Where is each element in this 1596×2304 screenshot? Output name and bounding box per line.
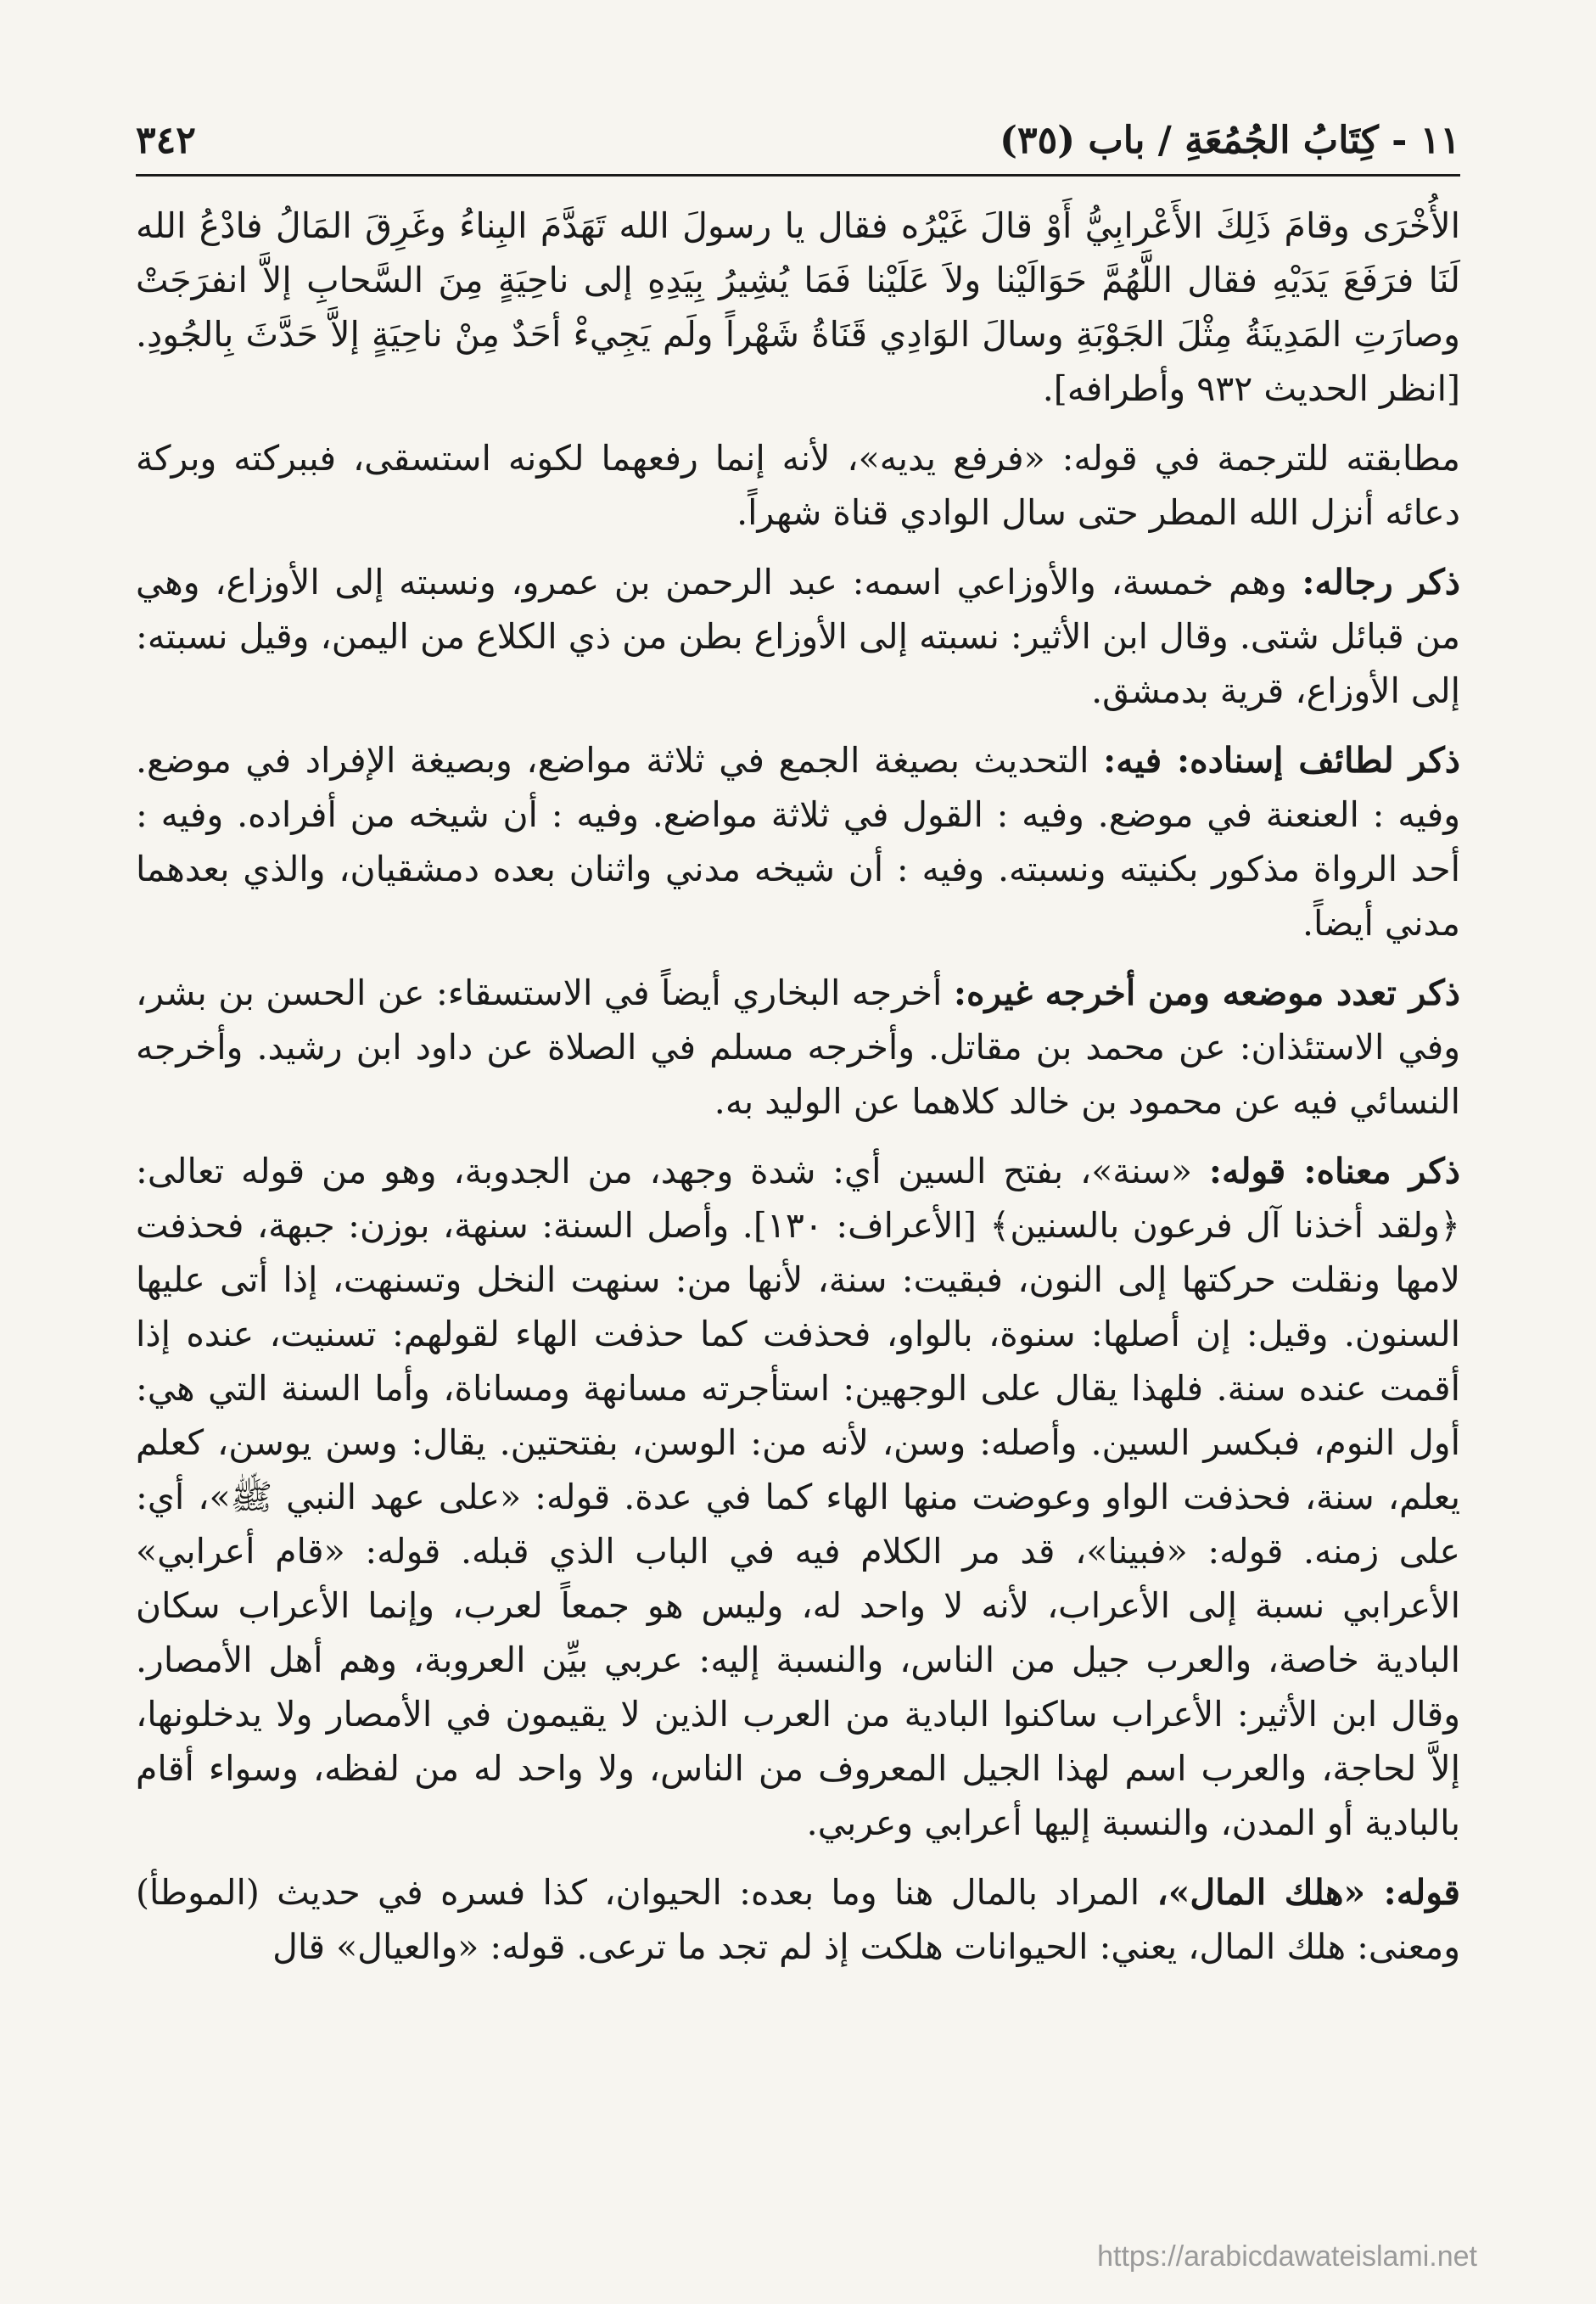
paragraph-narrators: ذكر رجاله: وهم خمسة، والأوزاعي اسمه: عبد الرحمن بن عمرو، ونسبته إلى الأوزاع، وهي من قبائل شتى. وقال ابن الأثير: نسبته إلى الأوزاع بطن من ذي الكلاع من اليمن، وقيل نسبته: إلى الأوزاع، قرية بدمشق. [136,562,1460,711]
paragraph-meaning: ذكر معناه: قوله: «سنة»، بفتح السين أي: شدة وجهد، من الجدوبة، وهو من قوله تعالى: ﴿ولقد أخذنا آل فرعون بالسنين﴾ [الأعراف: ١٣٠]. وأصل السنة: سنهة، بوزن: جبهة، فحذفت لامها ونقلت حركتها إلى النون، فبقيت: سنة، لأنها من: سنهت النخل وتسنهت، إذا أتى عليها السنون. وقيل: إن أصلها: سنوة، بالواو، فحذفت كما حذفت الهاء لقولهم: تسنيت، عنده إذا أقمت عنده سنة. فلهذا يقال على الوجهين: استأجرته مسانهة ومساناة، وأما السنة التي هي: أول النوم، فبكسر السين. وأصله: وسن، لأنه من: الوسن، بفتحتين. يقال: وسن يوسن، كعلم يعلم، سنة، فحذفت الواو وعوضت منها الهاء كما في عدة. قوله: «على عهد النبي ﷺ»، أي: على زمنه. قوله: «فبينا»، قد مر الكلام فيه في الباب الذي قبله. قوله: «قام أعرابي» الأعرابي نسبة إلى الأعراب، لأنه لا واحد له، وليس هو جمعاً لعرب، وإنما الأعراب سكان البادية خاصة، والعرب جيل من الناس، والنسبة إليه: عربي بيِّن العروبة، وهم أهل الأمصار. وقال ابن الأثير: الأعراب ساكنوا البادية من العرب الذين لا يقيمون في الأمصار ولا يدخلونها، إلاَّ لحاجة، والعرب اسم لهذا الجيل المعروف من الناس، ولا واحد له من لفظه، وسواء أقام بالبادية أو المدن، والنسبة إليها أعرابي وعربي. [136,1151,1460,1843]
paragraph-isnad: ذكر لطائف إسناده: فيه: التحديث بصيغة الجمع في ثلاثة مواضع، وبصيغة الإفراد في موضع. وفيه : العنعنة في موضع. وفيه : القول في ثلاثة مواضع. وفيه : أن شيخه من أفراده. وفيه : أحد الرواة مذكور بكنيته ونسبته. وفيه : أن شيخه مدني واثنان بعده دمشقيان، والذي بعدهما مدني أيضاً. [136,740,1461,944]
paragraph-correspondence: مطابقته للترجمة في قوله: «فرفع يديه»، لأنه إنما رفعهما لكونه استسقى، فببركته وبركة دعائه أنزل الله المطر حتى سال الوادي قناة شهراً. [136,438,1460,533]
paragraph-wealth: قوله: «هلك المال»، المراد بالمال هنا وما بعده: الحيوان، كذا فسره في حديث (الموطأ) ومعنى: هلك المال، يعني: الحيوانات هلكت إذ لم تجد ما ترعى. قوله: «والعيال» قال [136,1872,1460,1967]
running-title: ١١ - كِتَابُ الجُمُعَةِ / باب (٣٥) [1000,119,1460,162]
section-heading: ذكر لطائف إسناده: فيه: [1103,740,1461,781]
page-number: ٣٤٢ [136,119,196,162]
paragraph-sources: ذكر تعدد موضعه ومن أخرجه غيره: أخرجه البخاري أيضاً في الاستسقاء: عن الحسن بن بشر، وفي الاستئذان: عن محمد بن مقاتل. وأخرجه مسلم في الصلاة عن داود ابن رشيد. وأخرجه النسائي فيه عن محمود بن خالد كلاهما عن الوليد به. [136,973,1460,1122]
page-header [136,119,1460,177]
section-heading: ذكر تعدد موضعه ومن أخرجه غيره: [953,973,1460,1013]
section-heading: ذكر رجاله: [1302,562,1460,603]
watermark-url: https://arabicdawateislami.net [1097,2240,1477,2273]
section-heading: ذكر معناه: قوله: [1208,1151,1460,1191]
hadith-text: الأُخْرَى وقامَ ذَلِكَ الأَعْرابِيُّ أَوْ قالَ غَيْرُه فقال يا رسولَ الله تَهَدَّمَ البِناءُ وغَرِقَ المَالُ فادْعُ الله لَنَا فرَفَعَ يَدَيْهِ فقال اللَّهُمَّ حَوَالَيْنا ولاَ عَلَيْنا فَمَا يُشِيرُ بِيَدِهِ إلى ناحِيَةٍ مِنَ السَّحابِ إلاَّ انفرَجَتْ وصارَتِ المَدِينَةُ مِثْلَ الجَوْبَةِ وسالَ الوَادِي قَنَاةُ شَهْراً ولَم يَجِيءْ أحَدٌ مِنْ ناحِيَةٍ إلاَّ حَدَّثَ بِالجُودِ. [انظر الحديث ٩٣٢ وأطرافه]. [136,205,1460,409]
page-body [136,199,1460,1974]
section-heading: قوله: «هلك المال»، [1156,1872,1460,1913]
